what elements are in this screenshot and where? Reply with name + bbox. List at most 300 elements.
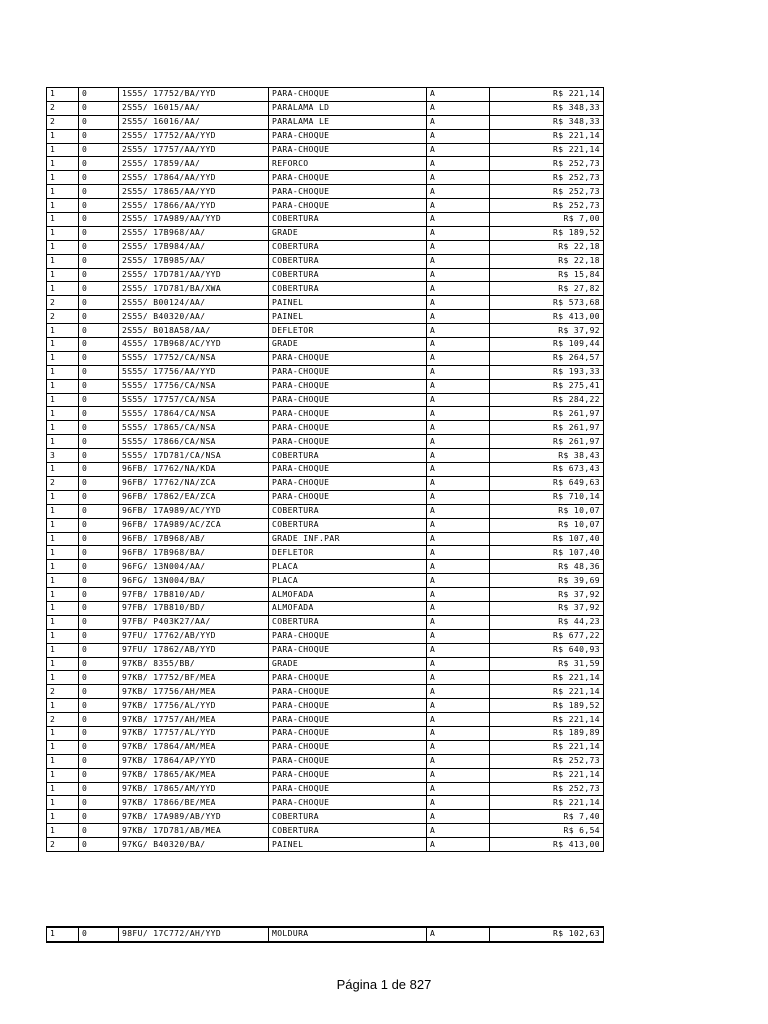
part-code-cell: 97FB/ P403K27/AA/: [119, 615, 269, 629]
price-cell: R$ 252,73: [490, 185, 604, 199]
part-code-cell: 5S55/ 17756/CA/NSA: [119, 379, 269, 393]
description-cell: PARALAMA LD: [269, 101, 427, 115]
table-row: [47, 699, 604, 713]
class-cell: A: [427, 449, 490, 463]
price-cell: R$ 413,00: [490, 310, 604, 324]
class-cell: A: [427, 713, 490, 727]
quantity-cell: 1: [47, 338, 79, 352]
table-row: [47, 407, 604, 421]
quantity-cell: 2: [47, 838, 79, 852]
price-cell: R$ 6,54: [490, 824, 604, 838]
class-cell: A: [427, 171, 490, 185]
zero-cell: 0: [79, 754, 119, 768]
class-cell: A: [427, 324, 490, 338]
part-code-cell: 2S55/ B018A58/AA/: [119, 324, 269, 338]
zero-cell: 0: [79, 407, 119, 421]
part-code-cell: 2S55/ B00124/AA/: [119, 296, 269, 310]
price-cell: R$ 221,14: [490, 143, 604, 157]
table-row: [47, 588, 604, 602]
price-cell: R$ 37,92: [490, 588, 604, 602]
price-cell: R$ 261,97: [490, 435, 604, 449]
quantity-cell: 1: [47, 601, 79, 615]
table-row: [47, 254, 604, 268]
description-cell: PARA-CHOQUE: [269, 463, 427, 477]
quantity-cell: 1: [47, 435, 79, 449]
price-cell: R$ 261,97: [490, 407, 604, 421]
description-cell: PARA-CHOQUE: [269, 476, 427, 490]
description-cell: PARA-CHOQUE: [269, 185, 427, 199]
quantity-cell: 1: [47, 671, 79, 685]
price-cell: R$ 189,52: [490, 699, 604, 713]
description-cell: COBERTURA: [269, 810, 427, 824]
part-code-cell: 96FB/ 17862/EA/ZCA: [119, 490, 269, 504]
class-cell: A: [427, 754, 490, 768]
class-cell: A: [427, 927, 490, 942]
part-code-cell: 97KB/ 17D781/AB/MEA: [119, 824, 269, 838]
part-code-cell: 96FB/ 17A989/AC/YYD: [119, 504, 269, 518]
zero-cell: 0: [79, 296, 119, 310]
class-cell: A: [427, 365, 490, 379]
part-code-cell: 96FB/ 17B968/AB/: [119, 532, 269, 546]
zero-cell: 0: [79, 463, 119, 477]
quantity-cell: 2: [47, 685, 79, 699]
class-cell: A: [427, 296, 490, 310]
description-cell: PLACA: [269, 560, 427, 574]
zero-cell: 0: [79, 560, 119, 574]
part-code-cell: 5S55/ 17756/AA/YYD: [119, 365, 269, 379]
quantity-cell: 1: [47, 927, 79, 942]
price-cell: R$ 252,73: [490, 782, 604, 796]
price-cell: R$ 252,73: [490, 171, 604, 185]
zero-cell: 0: [79, 504, 119, 518]
description-cell: MOLDURA: [269, 927, 427, 942]
quantity-cell: 2: [47, 713, 79, 727]
description-cell: PARA-CHOQUE: [269, 671, 427, 685]
zero-cell: 0: [79, 574, 119, 588]
class-cell: A: [427, 393, 490, 407]
description-cell: PARA-CHOQUE: [269, 393, 427, 407]
quantity-cell: 1: [47, 240, 79, 254]
quantity-cell: 1: [47, 254, 79, 268]
table-row: [47, 657, 604, 671]
zero-cell: 0: [79, 435, 119, 449]
price-cell: R$ 252,73: [490, 754, 604, 768]
table-row: [47, 101, 604, 115]
table-row: [47, 351, 604, 365]
quantity-cell: 1: [47, 268, 79, 282]
class-cell: A: [427, 213, 490, 227]
description-cell: PARA-CHOQUE: [269, 88, 427, 102]
zero-cell: 0: [79, 115, 119, 129]
quantity-cell: 1: [47, 782, 79, 796]
quantity-cell: 2: [47, 115, 79, 129]
quantity-cell: 1: [47, 157, 79, 171]
part-code-cell: 2S55/ 17866/AA/YYD: [119, 199, 269, 213]
zero-cell: 0: [79, 310, 119, 324]
class-cell: A: [427, 185, 490, 199]
price-cell: R$ 221,14: [490, 740, 604, 754]
class-cell: A: [427, 338, 490, 352]
price-cell: R$ 10,07: [490, 504, 604, 518]
class-cell: A: [427, 476, 490, 490]
zero-cell: 0: [79, 476, 119, 490]
class-cell: A: [427, 629, 490, 643]
quantity-cell: 2: [47, 310, 79, 324]
class-cell: A: [427, 157, 490, 171]
table-row: [47, 268, 604, 282]
table-row: [47, 546, 604, 560]
description-cell: GRADE: [269, 338, 427, 352]
quantity-cell: 1: [47, 560, 79, 574]
part-code-cell: 97KB/ 17A989/AB/YYD: [119, 810, 269, 824]
price-cell: R$ 221,14: [490, 129, 604, 143]
description-cell: PARA-CHOQUE: [269, 407, 427, 421]
class-cell: A: [427, 657, 490, 671]
description-cell: PARA-CHOQUE: [269, 351, 427, 365]
part-code-cell: 96FB/ 17A989/AC/ZCA: [119, 518, 269, 532]
zero-cell: 0: [79, 101, 119, 115]
part-code-cell: 96FB/ 17762/NA/ZCA: [119, 476, 269, 490]
zero-cell: 0: [79, 254, 119, 268]
quantity-cell: 1: [47, 726, 79, 740]
quantity-cell: 1: [47, 574, 79, 588]
class-cell: A: [427, 671, 490, 685]
table-row: [47, 824, 604, 838]
class-cell: A: [427, 796, 490, 810]
description-cell: PARA-CHOQUE: [269, 143, 427, 157]
zero-cell: 0: [79, 518, 119, 532]
table-row: [47, 713, 604, 727]
description-cell: PAINEL: [269, 310, 427, 324]
part-code-cell: 2S55/ 17B968/AA/: [119, 226, 269, 240]
part-code-cell: 97FU/ 17862/AB/YYD: [119, 643, 269, 657]
price-cell: R$ 22,18: [490, 240, 604, 254]
description-cell: GRADE: [269, 226, 427, 240]
class-cell: A: [427, 560, 490, 574]
part-code-cell: 2S55/ B40320/AA/: [119, 310, 269, 324]
table-row: [47, 365, 604, 379]
table-row: [47, 490, 604, 504]
table-row: [47, 643, 604, 657]
table-row: [47, 171, 604, 185]
table-row: [47, 629, 604, 643]
description-cell: PLACA: [269, 574, 427, 588]
quantity-cell: 1: [47, 615, 79, 629]
price-cell: R$ 189,89: [490, 726, 604, 740]
quantity-cell: 1: [47, 490, 79, 504]
part-code-cell: 5S55/ 17752/CA/NSA: [119, 351, 269, 365]
description-cell: GRADE: [269, 657, 427, 671]
quantity-cell: 1: [47, 463, 79, 477]
class-cell: A: [427, 310, 490, 324]
zero-cell: 0: [79, 338, 119, 352]
description-cell: COBERTURA: [269, 615, 427, 629]
description-cell: PARA-CHOQUE: [269, 199, 427, 213]
quantity-cell: 1: [47, 532, 79, 546]
zero-cell: 0: [79, 699, 119, 713]
quantity-cell: 1: [47, 88, 79, 102]
description-cell: PARA-CHOQUE: [269, 643, 427, 657]
quantity-cell: 3: [47, 449, 79, 463]
price-cell: R$ 275,41: [490, 379, 604, 393]
zero-cell: 0: [79, 213, 119, 227]
zero-cell: 0: [79, 713, 119, 727]
quantity-cell: 1: [47, 171, 79, 185]
table-row: [47, 574, 604, 588]
price-cell: R$ 573,68: [490, 296, 604, 310]
parts-table-body: [47, 88, 604, 852]
price-cell: R$ 109,44: [490, 338, 604, 352]
quantity-cell: 2: [47, 476, 79, 490]
zero-cell: 0: [79, 324, 119, 338]
table-row: [47, 435, 604, 449]
class-cell: A: [427, 421, 490, 435]
price-cell: R$ 252,73: [490, 199, 604, 213]
price-cell: R$ 48,36: [490, 560, 604, 574]
class-cell: A: [427, 532, 490, 546]
quantity-cell: 1: [47, 504, 79, 518]
table-row: [47, 768, 604, 782]
part-code-cell: 96FG/ 13N004/BA/: [119, 574, 269, 588]
description-cell: PARA-CHOQUE: [269, 365, 427, 379]
table-row: [47, 143, 604, 157]
part-code-cell: 2S55/ 17752/AA/YYD: [119, 129, 269, 143]
zero-cell: 0: [79, 143, 119, 157]
zero-cell: 0: [79, 421, 119, 435]
class-cell: A: [427, 726, 490, 740]
table-row: [47, 199, 604, 213]
part-code-cell: 96FG/ 13N004/AA/: [119, 560, 269, 574]
quantity-cell: 1: [47, 629, 79, 643]
class-cell: A: [427, 518, 490, 532]
class-cell: A: [427, 588, 490, 602]
zero-cell: 0: [79, 615, 119, 629]
class-cell: A: [427, 546, 490, 560]
table-row: [47, 282, 604, 296]
class-cell: A: [427, 685, 490, 699]
zero-cell: 0: [79, 740, 119, 754]
price-cell: R$ 107,40: [490, 532, 604, 546]
table-row: [47, 296, 604, 310]
part-code-cell: 97KB/ 17865/AK/MEA: [119, 768, 269, 782]
description-cell: PAINEL: [269, 838, 427, 852]
zero-cell: 0: [79, 185, 119, 199]
quantity-cell: 1: [47, 393, 79, 407]
price-cell: R$ 38,43: [490, 449, 604, 463]
class-cell: A: [427, 115, 490, 129]
table-row: [47, 393, 604, 407]
description-cell: COBERTURA: [269, 240, 427, 254]
table-row: [47, 185, 604, 199]
description-cell: COBERTURA: [269, 268, 427, 282]
class-cell: A: [427, 740, 490, 754]
table-row: [47, 310, 604, 324]
quantity-cell: 1: [47, 282, 79, 296]
class-cell: A: [427, 643, 490, 657]
quantity-cell: 1: [47, 810, 79, 824]
quantity-cell: 1: [47, 199, 79, 213]
price-cell: R$ 193,33: [490, 365, 604, 379]
part-code-cell: 97KB/ 17756/AL/YYD: [119, 699, 269, 713]
part-code-cell: 96FB/ 17762/NA/KDA: [119, 463, 269, 477]
part-code-cell: 2S55/ 16015/AA/: [119, 101, 269, 115]
table-row: [47, 379, 604, 393]
table-row: [47, 226, 604, 240]
price-cell: R$ 264,57: [490, 351, 604, 365]
description-cell: ALMOFADA: [269, 588, 427, 602]
part-code-cell: 2S55/ 17864/AA/YYD: [119, 171, 269, 185]
description-cell: COBERTURA: [269, 518, 427, 532]
price-cell: R$ 39,69: [490, 574, 604, 588]
class-cell: A: [427, 379, 490, 393]
table-row: [47, 476, 604, 490]
quantity-cell: 1: [47, 379, 79, 393]
quantity-cell: 1: [47, 185, 79, 199]
zero-cell: 0: [79, 838, 119, 852]
table-row: [47, 532, 604, 546]
table-row: [47, 129, 604, 143]
quantity-cell: 1: [47, 796, 79, 810]
part-code-cell: 97KB/ 17757/AL/YYD: [119, 726, 269, 740]
part-code-cell: 97KB/ 17756/AH/MEA: [119, 685, 269, 699]
zero-cell: 0: [79, 226, 119, 240]
table-row: [47, 338, 604, 352]
class-cell: A: [427, 351, 490, 365]
part-code-cell: 97KG/ B40320/BA/: [119, 838, 269, 852]
table-row: [47, 796, 604, 810]
part-code-cell: 98FU/ 17C772/AH/YYD: [119, 927, 269, 942]
price-cell: R$ 348,33: [490, 115, 604, 129]
table-row: [47, 240, 604, 254]
part-code-cell: 2S55/ 17B985/AA/: [119, 254, 269, 268]
description-cell: PARA-CHOQUE: [269, 768, 427, 782]
part-code-cell: 97FB/ 17B810/BD/: [119, 601, 269, 615]
price-cell: R$ 677,22: [490, 629, 604, 643]
zero-cell: 0: [79, 629, 119, 643]
part-code-cell: 5S55/ 17864/CA/NSA: [119, 407, 269, 421]
description-cell: PARA-CHOQUE: [269, 713, 427, 727]
part-code-cell: 2S55/ 17859/AA/: [119, 157, 269, 171]
part-code-cell: 97KB/ 17757/AH/MEA: [119, 713, 269, 727]
parts-table: [46, 87, 604, 852]
table-row: [47, 671, 604, 685]
description-cell: PARA-CHOQUE: [269, 754, 427, 768]
description-cell: ALMOFADA: [269, 601, 427, 615]
description-cell: PARA-CHOQUE: [269, 629, 427, 643]
zero-cell: 0: [79, 685, 119, 699]
price-cell: R$ 15,84: [490, 268, 604, 282]
class-cell: A: [427, 490, 490, 504]
quantity-cell: 1: [47, 143, 79, 157]
description-cell: COBERTURA: [269, 504, 427, 518]
page-number: Página 1 de 827: [336, 977, 432, 992]
part-code-cell: 97KB/ 17864/AM/MEA: [119, 740, 269, 754]
price-cell: R$ 413,00: [490, 838, 604, 852]
description-cell: GRADE INF.PAR: [269, 532, 427, 546]
part-code-cell: 97KB/ 17865/AM/YYD: [119, 782, 269, 796]
zero-cell: 0: [79, 393, 119, 407]
class-cell: A: [427, 463, 490, 477]
quantity-cell: 1: [47, 657, 79, 671]
price-cell: R$ 221,14: [490, 685, 604, 699]
class-cell: A: [427, 226, 490, 240]
price-cell: R$ 649,63: [490, 476, 604, 490]
zero-cell: 0: [79, 240, 119, 254]
description-cell: PARA-CHOQUE: [269, 740, 427, 754]
price-cell: R$ 710,14: [490, 490, 604, 504]
zero-cell: 0: [79, 768, 119, 782]
zero-cell: 0: [79, 588, 119, 602]
zero-cell: 0: [79, 824, 119, 838]
class-cell: A: [427, 782, 490, 796]
table-row: [47, 518, 604, 532]
quantity-cell: 1: [47, 213, 79, 227]
table-row: [47, 88, 604, 102]
price-cell: R$ 189,52: [490, 226, 604, 240]
description-cell: PARA-CHOQUE: [269, 129, 427, 143]
class-cell: A: [427, 699, 490, 713]
class-cell: A: [427, 101, 490, 115]
price-cell: R$ 221,14: [490, 796, 604, 810]
description-cell: REFORCO: [269, 157, 427, 171]
description-cell: PARA-CHOQUE: [269, 435, 427, 449]
price-cell: R$ 221,14: [490, 671, 604, 685]
price-cell: R$ 37,92: [490, 324, 604, 338]
description-cell: COBERTURA: [269, 449, 427, 463]
class-cell: A: [427, 88, 490, 102]
part-code-cell: 97KB/ 17866/BE/MEA: [119, 796, 269, 810]
class-cell: A: [427, 199, 490, 213]
quantity-cell: 1: [47, 407, 79, 421]
zero-cell: 0: [79, 671, 119, 685]
zero-cell: 0: [79, 351, 119, 365]
zero-cell: 0: [79, 490, 119, 504]
price-cell: R$ 673,43: [490, 463, 604, 477]
quantity-cell: 1: [47, 643, 79, 657]
zero-cell: 0: [79, 171, 119, 185]
table-row: [47, 601, 604, 615]
description-cell: PARA-CHOQUE: [269, 796, 427, 810]
quantity-cell: 1: [47, 740, 79, 754]
class-cell: A: [427, 282, 490, 296]
class-cell: A: [427, 129, 490, 143]
class-cell: A: [427, 615, 490, 629]
part-code-cell: 4S55/ 17B968/AC/YYD: [119, 338, 269, 352]
quantity-cell: 2: [47, 296, 79, 310]
description-cell: PAINEL: [269, 296, 427, 310]
class-cell: A: [427, 574, 490, 588]
zero-cell: 0: [79, 643, 119, 657]
price-cell: R$ 37,92: [490, 601, 604, 615]
description-cell: DEFLETOR: [269, 546, 427, 560]
parts-table-continuation: [46, 926, 604, 943]
part-code-cell: 5S55/ 17865/CA/NSA: [119, 421, 269, 435]
price-cell: R$ 261,97: [490, 421, 604, 435]
zero-cell: 0: [79, 927, 119, 942]
zero-cell: 0: [79, 379, 119, 393]
table-row: [47, 463, 604, 477]
description-cell: PARA-CHOQUE: [269, 699, 427, 713]
class-cell: A: [427, 407, 490, 421]
price-cell: R$ 348,33: [490, 101, 604, 115]
part-code-cell: 2S55/ 17D781/BA/XWA: [119, 282, 269, 296]
price-cell: R$ 221,14: [490, 88, 604, 102]
zero-cell: 0: [79, 796, 119, 810]
part-code-cell: 2S55/ 17D781/AA/YYD: [119, 268, 269, 282]
zero-cell: 0: [79, 282, 119, 296]
description-cell: PARA-CHOQUE: [269, 171, 427, 185]
quantity-cell: 1: [47, 824, 79, 838]
